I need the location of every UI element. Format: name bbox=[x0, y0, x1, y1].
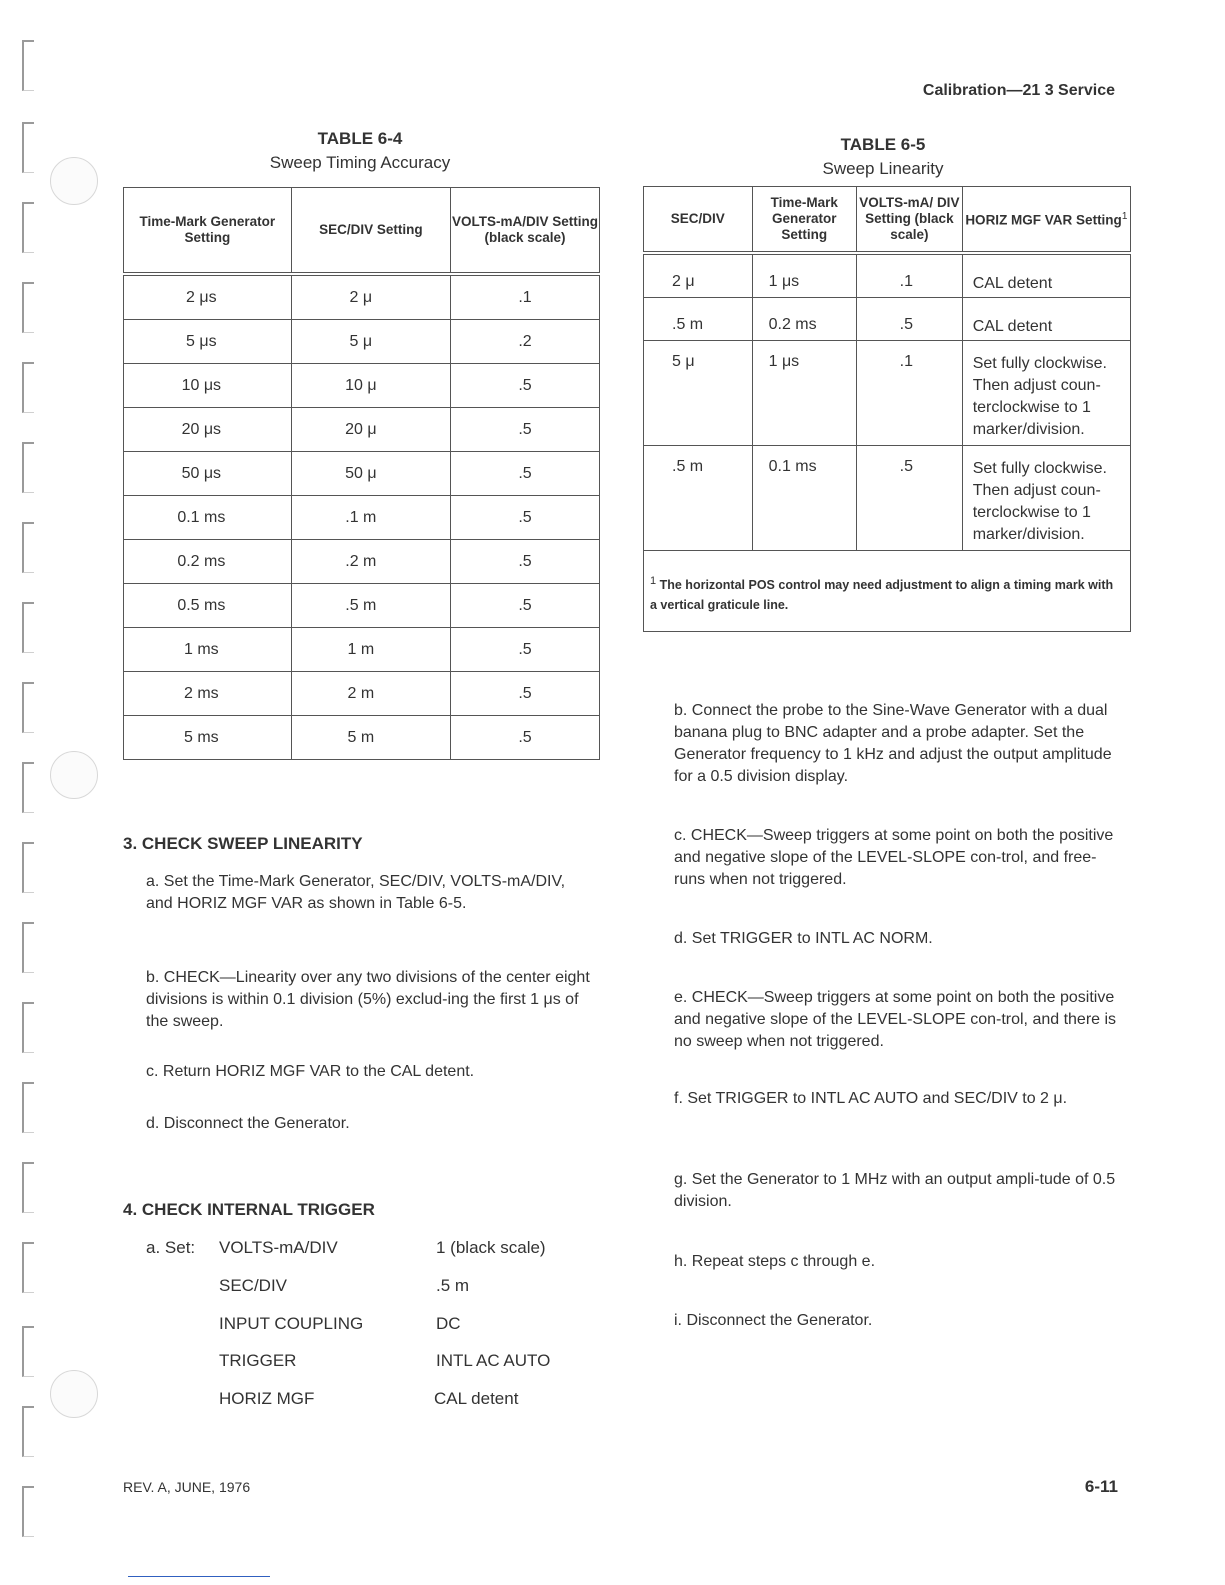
table-cell: 5 m bbox=[291, 716, 450, 760]
table-cell: CAL detent bbox=[962, 253, 1130, 298]
table-cell: .5 bbox=[451, 672, 600, 716]
table-cell: 0.2 ms bbox=[752, 298, 856, 341]
binding-bracket bbox=[22, 922, 34, 973]
binding-bracket bbox=[22, 522, 34, 573]
table-cell: 0.2 ms bbox=[124, 540, 292, 584]
table-cell: .1 bbox=[856, 341, 962, 446]
table-cell: 5 μs bbox=[124, 320, 292, 364]
table-cell: 2 μ bbox=[644, 253, 753, 298]
table-cell: 2 m bbox=[291, 672, 450, 716]
setting-value: .5 m bbox=[436, 1276, 470, 1295]
table-row bbox=[124, 408, 600, 452]
revision-note: REV. A, JUNE, 1976 bbox=[123, 1479, 251, 1495]
step-paragraph: b. Connect the probe to the Sine-Wave Generator with a dual banana plug to BNC adapter and a probe adapter. Set the Generator frequency to 1 kHz and adjust the output amplitude for a 0.5 division display. bbox=[674, 702, 1112, 785]
table-row bbox=[124, 584, 600, 628]
table-row bbox=[644, 341, 1131, 446]
table-cell: .2 m bbox=[291, 540, 450, 584]
table-cell: 10 μs bbox=[124, 364, 292, 408]
binding-bracket bbox=[22, 442, 34, 493]
table-cell: .5 bbox=[856, 298, 962, 341]
setting-name: VOLTS-mA/DIV bbox=[219, 1238, 338, 1257]
step-paragraph: b. CHECK—Linearity over any two divisions of the center eight divisions is within 0.1 division (5%) exclud-ing the first 1 μs of the sweep. bbox=[146, 969, 590, 1030]
setting-value: CAL detent bbox=[434, 1389, 519, 1408]
table-row bbox=[124, 452, 600, 496]
table-row bbox=[644, 298, 1131, 341]
footnote-text: The horizontal POS control may need adjustment to align a timing mark with a vertical graticule line. bbox=[650, 578, 1114, 613]
table-header-row bbox=[644, 187, 1131, 254]
punch-hole bbox=[50, 157, 98, 205]
footnote-marker: 1 bbox=[1121, 211, 1128, 223]
table-cell: CAL detent bbox=[962, 298, 1130, 341]
table-6-5-caption bbox=[723, 133, 1043, 181]
table-row bbox=[124, 672, 600, 716]
binding-bracket bbox=[22, 1486, 34, 1537]
table-row bbox=[124, 628, 600, 672]
table-cell: 10 μ bbox=[291, 364, 450, 408]
table-cell: 20 μs bbox=[124, 408, 292, 452]
step-paragraph: c. CHECK—Sweep triggers at some point on both the positive and negative slope of the LEVEL-SLOPE con-trol, and free-runs when not triggered. bbox=[674, 827, 1114, 888]
step-paragraph: d. Set TRIGGER to INTL AC NORM. bbox=[674, 930, 933, 947]
table-row bbox=[644, 446, 1131, 551]
table-footnote-row bbox=[644, 551, 1131, 632]
running-header: Calibration—21 3 Service bbox=[922, 82, 1115, 99]
punch-hole bbox=[50, 1370, 98, 1418]
binding-bracket bbox=[22, 1242, 34, 1293]
sweep-timing-accuracy-table bbox=[123, 187, 600, 760]
table-cell: 50 μ bbox=[291, 452, 450, 496]
table-cell: 5 μ bbox=[644, 341, 753, 446]
table-row bbox=[124, 496, 600, 540]
table-cell: .5 bbox=[451, 628, 600, 672]
setting-name: HORIZ MGF bbox=[219, 1389, 315, 1408]
table-cell: .5 bbox=[451, 584, 600, 628]
table-row bbox=[644, 253, 1131, 298]
table-cell: 1 μs bbox=[752, 341, 856, 446]
binding-bracket bbox=[22, 762, 34, 813]
table-title: Sweep Linearity bbox=[822, 159, 944, 178]
table-cell: Set fully clockwise. Then adjust coun-terclockwise to 1 marker/division. bbox=[962, 446, 1130, 551]
table-cell: .1 m bbox=[291, 496, 450, 540]
table-cell: .5 m bbox=[644, 446, 753, 551]
section-heading: 4. CHECK INTERNAL TRIGGER bbox=[123, 1200, 375, 1219]
scan-mark bbox=[128, 1576, 270, 1577]
table-cell: .5 bbox=[451, 496, 600, 540]
step-paragraph: c. Return HORIZ MGF VAR to the CAL detent. bbox=[146, 1063, 475, 1080]
table-cell: 0.5 ms bbox=[124, 584, 292, 628]
table-cell: 50 μs bbox=[124, 452, 292, 496]
table-cell: .5 bbox=[451, 364, 600, 408]
binding-bracket bbox=[22, 1162, 34, 1213]
step-paragraph: i. Disconnect the Generator. bbox=[674, 1312, 873, 1329]
table-row bbox=[124, 716, 600, 760]
binding-bracket bbox=[22, 362, 34, 413]
table-footnote bbox=[644, 551, 1131, 632]
column-header: SEC/DIV Setting bbox=[291, 188, 450, 275]
binding-bracket bbox=[22, 682, 34, 733]
column-header: Time-Mark Generator Setting bbox=[752, 187, 856, 254]
column-header: Time-Mark Generator Setting bbox=[124, 188, 292, 275]
binding-bracket bbox=[22, 842, 34, 893]
setting-value: 1 (black scale) bbox=[436, 1238, 546, 1257]
column-header: VOLTS-mA/DIV Setting (black scale) bbox=[451, 188, 600, 275]
setting-name: INPUT COUPLING bbox=[219, 1314, 364, 1333]
table-cell: 1 μs bbox=[752, 253, 856, 298]
column-header: VOLTS-mA/ DIV Setting (black scale) bbox=[856, 187, 962, 254]
table-cell: 2 ms bbox=[124, 672, 292, 716]
table-row bbox=[124, 364, 600, 408]
step-paragraph: d. Disconnect the Generator. bbox=[146, 1115, 350, 1132]
table-cell: .5 m bbox=[644, 298, 753, 341]
table-row bbox=[124, 320, 600, 364]
table-row bbox=[124, 540, 600, 584]
table-cell: 1 m bbox=[291, 628, 450, 672]
page-number: 6-11 bbox=[1084, 1477, 1118, 1496]
table-cell: .5 bbox=[856, 446, 962, 551]
setting-name: TRIGGER bbox=[219, 1351, 297, 1370]
table-cell: 5 ms bbox=[124, 716, 292, 760]
binding-bracket bbox=[22, 1002, 34, 1053]
table-cell: .5 bbox=[451, 716, 600, 760]
column-header: SEC/DIV bbox=[644, 187, 753, 254]
binding-bracket bbox=[22, 40, 34, 91]
table-cell: 20 μ bbox=[291, 408, 450, 452]
table-cell: 0.1 ms bbox=[124, 496, 292, 540]
footnote-marker: 1 bbox=[650, 575, 657, 587]
table-cell: 2 μs bbox=[124, 274, 292, 320]
table-cell: .2 bbox=[451, 320, 600, 364]
table-cell: 0.1 ms bbox=[752, 446, 856, 551]
table-number: TABLE 6-4 bbox=[317, 129, 403, 148]
step-paragraph: g. Set the Generator to 1 MHz with an output ampli-tude of 0.5 division. bbox=[674, 1171, 1116, 1210]
section-heading: 3. CHECK SWEEP LINEARITY bbox=[123, 834, 363, 853]
binding-bracket bbox=[22, 202, 34, 253]
step-paragraph: h. Repeat steps c through e. bbox=[674, 1253, 876, 1270]
table-cell: .5 bbox=[451, 452, 600, 496]
punch-hole bbox=[50, 751, 98, 799]
step-paragraph: f. Set TRIGGER to INTL AC AUTO and SEC/DIV to 2 μ. bbox=[674, 1090, 1068, 1107]
table-cell: .5 m bbox=[291, 584, 450, 628]
table-title: Sweep Timing Accuracy bbox=[269, 153, 451, 172]
binding-bracket bbox=[22, 1082, 34, 1133]
table-cell: .5 bbox=[451, 540, 600, 584]
binding-bracket bbox=[22, 1326, 34, 1377]
setting-name: SEC/DIV bbox=[219, 1276, 288, 1295]
table-6-4-caption bbox=[200, 127, 520, 175]
header-text: HORIZ MGF VAR Setting bbox=[965, 212, 1122, 228]
step-paragraph: e. CHECK—Sweep triggers at some point on both the positive and negative slope of the LEVEL-SLOPE con-trol, and there is no sweep when not triggered. bbox=[674, 989, 1117, 1050]
table-cell: 1 ms bbox=[124, 628, 292, 672]
setting-value: INTL AC AUTO bbox=[436, 1351, 551, 1370]
sweep-linearity-table bbox=[643, 186, 1131, 632]
binding-bracket bbox=[22, 1406, 34, 1457]
table-cell: Set fully clockwise. Then adjust coun-terclockwise to 1 marker/division. bbox=[962, 341, 1130, 446]
table-header-row bbox=[124, 188, 600, 275]
table-row bbox=[124, 274, 600, 320]
setting-value: DC bbox=[436, 1314, 461, 1333]
binding-bracket bbox=[22, 282, 34, 333]
step-paragraph: a. Set the Time-Mark Generator, SEC/DIV, VOLTS-mA/DIV, and HORIZ MGF VAR as shown in Table 6-5. bbox=[146, 873, 566, 912]
set-label: a. Set: bbox=[146, 1238, 196, 1257]
column-header bbox=[962, 187, 1130, 254]
table-number: TABLE 6-5 bbox=[840, 135, 926, 154]
table-cell: 5 μ bbox=[291, 320, 450, 364]
table-cell: .1 bbox=[451, 274, 600, 320]
binding-bracket bbox=[22, 122, 34, 173]
binding-bracket bbox=[22, 602, 34, 653]
table-cell: 2 μ bbox=[291, 274, 450, 320]
table-cell: .1 bbox=[856, 253, 962, 298]
table-cell: .5 bbox=[451, 408, 600, 452]
